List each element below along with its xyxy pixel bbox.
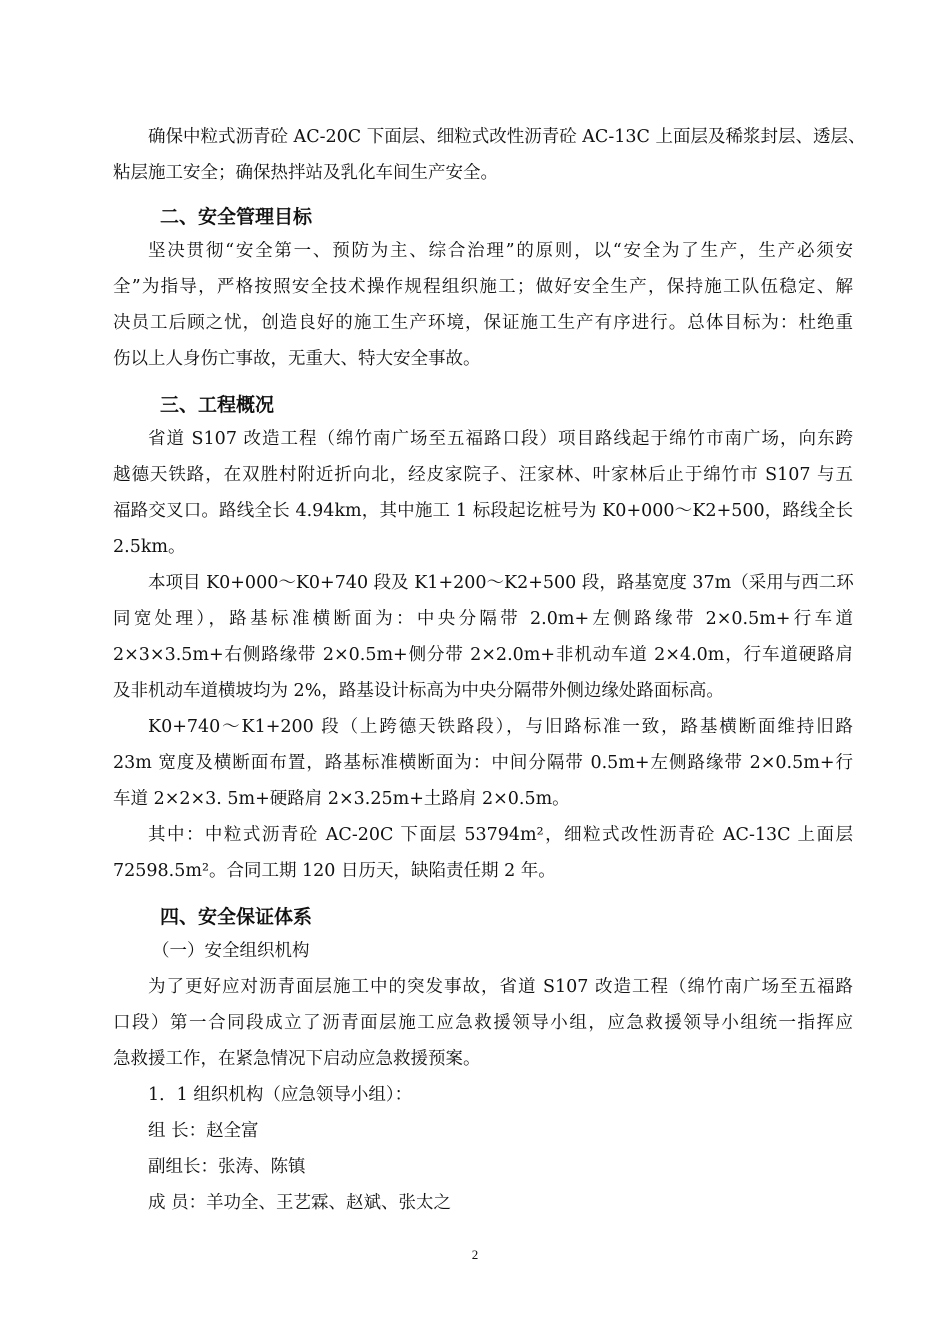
paragraph-line: 本项目 K0+000～K0+740 段及 K1+200～K2+500 段，路基宽度 37m（采用与西二环 [148,573,854,593]
paragraph-line: 72598.5m²。合同工期 120 日历天，缺陷责任期 2 年。 [113,861,556,881]
paragraph-line: 2×3×3.5m+右侧路缘带 2×0.5m+侧分带 2×2.0m+非机动车道 2×4.0m，行车道硬路肩 [113,645,853,665]
paragraph-line: 急救援工作，在紧急情况下启动应急救援预案。 [113,1049,481,1069]
paragraph-line: 粘层施工安全；确保热拌站及乳化车间生产安全。 [113,163,498,183]
section-heading: 二、安全管理目标 [160,206,313,228]
paragraph-line: 其中：中粒式沥青砼 AC-20C 下面层 53794m²，细粒式改性沥青砼 AC-13C 上面层 [148,825,853,845]
paragraph-line: 越德天铁路，在双胜村附近折向北，经皮家院子、汪家林、叶家林后止于绵竹市 S107 与五 [113,465,853,485]
paragraph-line: 口段）第一合同段成立了沥青面层施工应急救援领导小组，应急救援领导小组统一指挥应 [113,1013,853,1033]
list-item: 组 长：赵全富 [148,1121,259,1141]
paragraph-line: 及非机动车道横坡均为 2%，路基设计标高为中央分隔带外侧边缘处路面标高。 [113,681,724,701]
paragraph-line: 同宽处理），路基标准横断面为：中央分隔带 2.0m+左侧路缘带 2×0.5m+行车道 [113,609,853,629]
paragraph-line: 确保中粒式沥青砼 AC-20C 下面层、细粒式改性沥青砼 AC-13C 上面层及稀浆封层、透层、 [148,127,866,147]
section-heading: 三、工程概况 [160,394,275,416]
page-number: 2 [471,1247,479,1262]
paragraph-line: 23m 宽度及横断面布置，路基标准横断面为：中间分隔带 0.5m+左侧路缘带 2×0.5m+行 [113,753,853,773]
paragraph-line: 伤以上人身伤亡事故，无重大、特大安全事故。 [113,349,481,369]
paragraph-line: 决员工后顾之忧，创造良好的施工生产环境，保证施工生产有序进行。总体目标为：杜绝重 [113,313,853,333]
list-item: 成 员：羊功全、王艺霖、赵斌、张太之 [148,1193,452,1213]
list-item: 1．1 组织机构（应急领导小组）： [148,1085,413,1105]
section-heading: 四、安全保证体系 [160,906,313,928]
paragraph-line: 全”为指导，严格按照安全技术操作规程组织施工；做好安全生产，保持施工队伍稳定、解 [113,277,853,297]
paragraph-line: 省道 S107 改造工程（绵竹南广场至五福路口段）项目路线起于绵竹市南广场，向东跨 [148,429,853,449]
paragraph-line: 2.5km。 [113,537,186,557]
paragraph-line: 坚决贯彻“安全第一、预防为主、综合治理”的原则，以“安全为了生产，生产必须安 [148,241,853,261]
paragraph-line: 福路交叉口。路线全长 4.94km，其中施工 1 标段起讫桩号为 K0+000～K2+500，路线全长 [113,501,853,521]
paragraph-line: 车道 2×2×3. 5m+硬路肩 2×3.25m+土路肩 2×0.5m。 [113,789,570,809]
paragraph-line: 为了更好应对沥青面层施工中的突发事故，省道 S107 改造工程（绵竹南广场至五福路 [148,977,853,997]
subsection-heading: （一）安全组织机构 [152,941,310,961]
list-item: 副组长：张涛、陈镇 [148,1157,306,1177]
paragraph-line: K0+740～K1+200 段（上跨德天铁路段），与旧路标准一致，路基横断面维持旧路 [148,717,853,737]
